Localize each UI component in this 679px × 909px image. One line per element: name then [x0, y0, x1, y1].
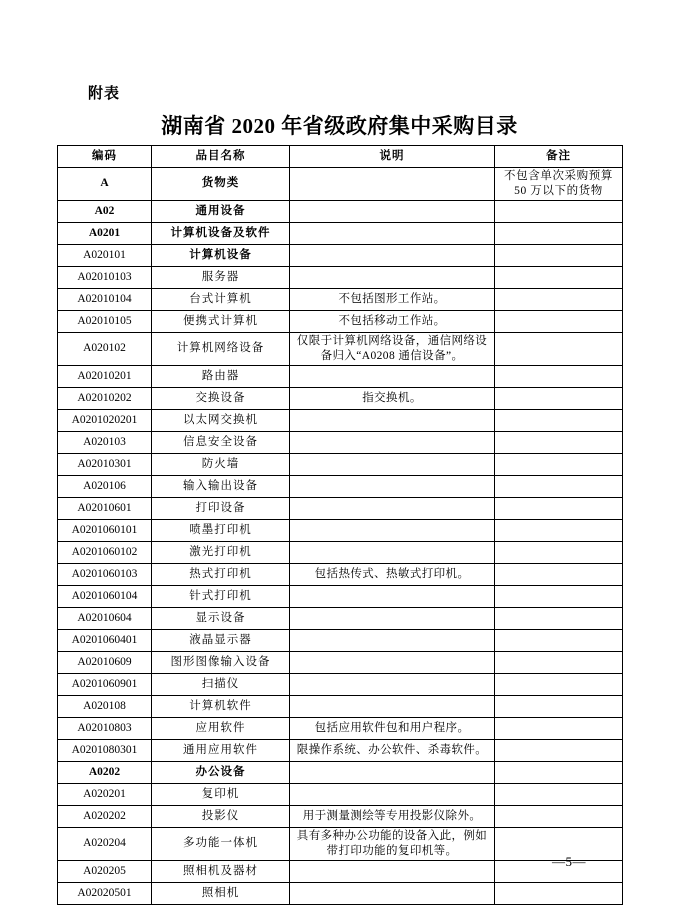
table-row — [58, 761, 623, 783]
table-row — [58, 827, 623, 860]
cell-name: 办公设备 — [152, 761, 290, 783]
cell-code: A02010103 — [58, 266, 152, 288]
cell-name: 计算机设备 — [152, 244, 290, 266]
cell-code: A02010609 — [58, 651, 152, 673]
cell-desc — [290, 168, 495, 201]
table-row — [58, 497, 623, 519]
cell-desc: 仅限于计算机网络设备，通信网络设备归入“A0208 通信设备”。 — [290, 332, 495, 365]
cell-desc — [290, 860, 495, 882]
cell-desc — [290, 365, 495, 387]
column-header: 编码 — [58, 146, 152, 168]
cell-name: 以太网交换机 — [152, 409, 290, 431]
cell-code: A020204 — [58, 827, 152, 860]
cell-desc — [290, 431, 495, 453]
table-row — [58, 673, 623, 695]
cell-desc — [290, 200, 495, 222]
cell-note — [495, 332, 623, 365]
cell-desc — [290, 673, 495, 695]
cell-code: A020103 — [58, 431, 152, 453]
table-row — [58, 783, 623, 805]
cell-desc — [290, 882, 495, 904]
cell-name: 照相机及器材 — [152, 860, 290, 882]
cell-name: 投影仪 — [152, 805, 290, 827]
table-row — [58, 387, 623, 409]
table-row — [58, 431, 623, 453]
cell-name: 通用应用软件 — [152, 739, 290, 761]
cell-desc — [290, 761, 495, 783]
cell-desc: 指交换机。 — [290, 387, 495, 409]
cell-note — [495, 365, 623, 387]
cell-desc — [290, 629, 495, 651]
cell-note — [495, 310, 623, 332]
cell-desc — [290, 244, 495, 266]
table-row — [58, 607, 623, 629]
table-row — [58, 453, 623, 475]
cell-name: 液晶显示器 — [152, 629, 290, 651]
cell-name: 复印机 — [152, 783, 290, 805]
table-row — [58, 541, 623, 563]
cell-note — [495, 695, 623, 717]
cell-code: A02010104 — [58, 288, 152, 310]
cell-desc — [290, 585, 495, 607]
cell-desc — [290, 497, 495, 519]
cell-code: A02010105 — [58, 310, 152, 332]
cell-desc: 包括热传式、热敏式打印机。 — [290, 563, 495, 585]
cell-name: 路由器 — [152, 365, 290, 387]
document-title: 湖南省 2020 年省级政府集中采购目录 — [161, 114, 518, 138]
cell-desc — [290, 607, 495, 629]
cell-code: A0201060103 — [58, 563, 152, 585]
cell-note — [495, 651, 623, 673]
cell-name: 扫描仪 — [152, 673, 290, 695]
cell-code: A02010803 — [58, 717, 152, 739]
column-header: 说明 — [290, 146, 495, 168]
cell-desc — [290, 541, 495, 563]
cell-code: A02 — [58, 200, 152, 222]
cell-desc — [290, 266, 495, 288]
table-row — [58, 739, 623, 761]
cell-name: 台式计算机 — [152, 288, 290, 310]
cell-name: 应用软件 — [152, 717, 290, 739]
cell-desc — [290, 695, 495, 717]
cell-code: A02010201 — [58, 365, 152, 387]
cell-note — [495, 200, 623, 222]
cell-desc: 包括应用软件包和用户程序。 — [290, 717, 495, 739]
table-row — [58, 695, 623, 717]
table-row — [58, 860, 623, 882]
cell-code: A0201060102 — [58, 541, 152, 563]
table-row — [58, 409, 623, 431]
page-number: —5— — [552, 854, 586, 869]
cell-code: A020201 — [58, 783, 152, 805]
cell-code: A02010202 — [58, 387, 152, 409]
cell-name: 图形图像输入设备 — [152, 651, 290, 673]
catalog-table — [57, 145, 623, 905]
cell-name: 交换设备 — [152, 387, 290, 409]
table-row — [58, 288, 623, 310]
cell-code: A0201020201 — [58, 409, 152, 431]
cell-note — [495, 673, 623, 695]
cell-note — [495, 266, 623, 288]
cell-code: A020102 — [58, 332, 152, 365]
cell-note — [495, 761, 623, 783]
cell-note — [495, 475, 623, 497]
cell-note — [495, 453, 623, 475]
cell-desc: 具有多种办公功能的设备入此，例如带打印功能的复印机等。 — [290, 827, 495, 860]
cell-name: 喷墨打印机 — [152, 519, 290, 541]
column-header: 品目名称 — [152, 146, 290, 168]
cell-note — [495, 805, 623, 827]
cell-note — [495, 563, 623, 585]
cell-code: A0202 — [58, 761, 152, 783]
cell-note: 不包含单次采购预算 50 万以下的货物 — [495, 168, 623, 201]
cell-name: 计算机网络设备 — [152, 332, 290, 365]
cell-note — [495, 783, 623, 805]
table-row — [58, 629, 623, 651]
cell-desc — [290, 453, 495, 475]
catalog-table-body — [58, 168, 623, 905]
cell-note — [495, 222, 623, 244]
column-header: 备注 — [495, 146, 623, 168]
cell-code: A02010604 — [58, 607, 152, 629]
cell-desc — [290, 475, 495, 497]
cell-code: A020108 — [58, 695, 152, 717]
cell-note — [495, 629, 623, 651]
cell-note — [495, 882, 623, 904]
table-header-row — [58, 146, 623, 168]
cell-code: A — [58, 168, 152, 201]
cell-note — [495, 431, 623, 453]
table-row — [58, 332, 623, 365]
table-row — [58, 244, 623, 266]
cell-desc: 限操作系统、办公软件、杀毒软件。 — [290, 739, 495, 761]
table-row — [58, 365, 623, 387]
cell-name: 服务器 — [152, 266, 290, 288]
cell-code: A0201080301 — [58, 739, 152, 761]
cell-name: 激光打印机 — [152, 541, 290, 563]
cell-desc — [290, 783, 495, 805]
cell-name: 通用设备 — [152, 200, 290, 222]
cell-name: 输入输出设备 — [152, 475, 290, 497]
cell-code: A020106 — [58, 475, 152, 497]
cell-name: 货物类 — [152, 168, 290, 201]
table-row — [58, 168, 623, 201]
table-row — [58, 222, 623, 244]
cell-code: A02010301 — [58, 453, 152, 475]
cell-code: A0201060401 — [58, 629, 152, 651]
cell-note — [495, 585, 623, 607]
cell-desc — [290, 222, 495, 244]
cell-note — [495, 519, 623, 541]
cell-code: A0201060901 — [58, 673, 152, 695]
cell-note — [495, 497, 623, 519]
cell-name: 热式打印机 — [152, 563, 290, 585]
cell-code: A02010601 — [58, 497, 152, 519]
cell-note — [495, 387, 623, 409]
cell-name: 防火墙 — [152, 453, 290, 475]
table-row — [58, 200, 623, 222]
table-row — [58, 717, 623, 739]
cell-name: 打印设备 — [152, 497, 290, 519]
cell-desc — [290, 409, 495, 431]
cell-name: 照相机 — [152, 882, 290, 904]
table-row — [58, 519, 623, 541]
table-row — [58, 882, 623, 904]
table-row — [58, 266, 623, 288]
cell-note — [495, 717, 623, 739]
table-row — [58, 805, 623, 827]
cell-note — [495, 541, 623, 563]
table-row — [58, 475, 623, 497]
cell-code: A0201060104 — [58, 585, 152, 607]
cell-desc — [290, 651, 495, 673]
cell-name: 便携式计算机 — [152, 310, 290, 332]
appendix-label: 附表 — [88, 85, 121, 102]
cell-name: 针式打印机 — [152, 585, 290, 607]
cell-code: A0201060101 — [58, 519, 152, 541]
cell-name: 信息安全设备 — [152, 431, 290, 453]
cell-desc — [290, 519, 495, 541]
table-row — [58, 585, 623, 607]
cell-name: 多功能一体机 — [152, 827, 290, 860]
table-row — [58, 651, 623, 673]
cell-name: 计算机软件 — [152, 695, 290, 717]
cell-name: 计算机设备及软件 — [152, 222, 290, 244]
table-row — [58, 563, 623, 585]
cell-code: A020202 — [58, 805, 152, 827]
cell-note — [495, 739, 623, 761]
cell-desc: 不包括图形工作站。 — [290, 288, 495, 310]
cell-name: 显示设备 — [152, 607, 290, 629]
cell-note — [495, 288, 623, 310]
cell-note — [495, 607, 623, 629]
cell-code: A020205 — [58, 860, 152, 882]
cell-code: A02020501 — [58, 882, 152, 904]
cell-code: A020101 — [58, 244, 152, 266]
cell-note — [495, 244, 623, 266]
cell-code: A0201 — [58, 222, 152, 244]
cell-desc: 不包括移动工作站。 — [290, 310, 495, 332]
cell-desc: 用于测量测绘等专用投影仪除外。 — [290, 805, 495, 827]
cell-note — [495, 409, 623, 431]
table-row — [58, 310, 623, 332]
